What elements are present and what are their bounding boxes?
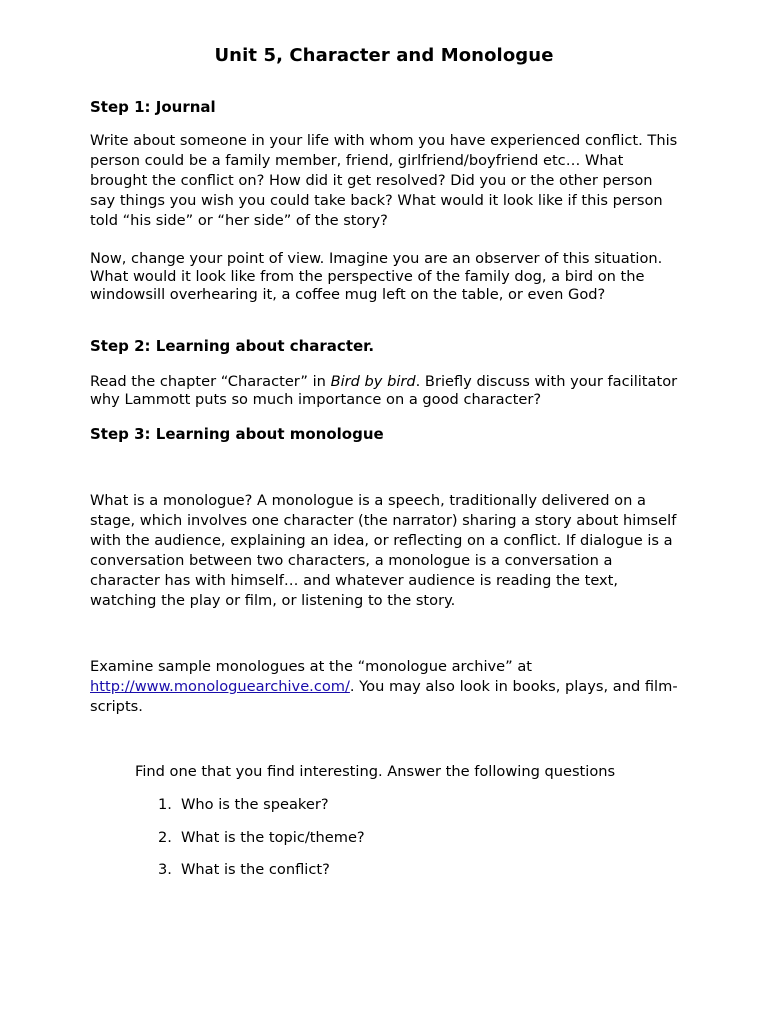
question-item [158,796,329,813]
monologue-definition: What is a monologue? A monologue is a speech, traditionally delivered on a stage, which involves one character (the narrator) sharing a story about himself with the audience, explaining an idea, or reflecting on a conflict. If dialogue is a conversation between two characters, a monologue is a conversation a character has with himself… and whatever audience is reading the text, watching the play or film, or listening to the story. [90,492,677,609]
question-number: 2. [158,829,172,846]
monologue-archive-link[interactable]: http://www.monologuearchive.com/ [90,678,350,695]
monologue-archive-paragraph [90,657,682,717]
questions-instruction: Find one that you find interesting. Answer the following questions [135,763,616,780]
question-number: 3. [158,861,172,878]
question-text: What is the topic/theme? [181,829,365,846]
book-title: Bird by bird [330,373,416,390]
question-text: Who is the speaker? [181,796,329,813]
archive-text-after: . You may also look in books, plays, and film-scripts. [90,678,678,715]
archive-text-before: Examine sample monologues at the “monologue archive” at [90,658,532,675]
step1-journal-prompt: Write about someone in your life with whom you have experienced conflict. This person could be a family member, friend, girlfriend/boyfriend etc… What brought the conflict on? How did it get resolved? Did you or the other person say things you wish you could take back? What would it look like if this person told “his side” or “her side” of the story? [90,132,678,229]
step1-heading: Step 1: Journal [90,98,216,116]
question-item [158,829,365,846]
step1-point-of-view-prompt: Now, change your point of view. Imagine you are an observer of this situation. What would it look like from the perspective of the family dog, a bird on the windowsill overhearing it, a coffee mug left on the table, or even God? [90,250,663,303]
question-text: What is the conflict? [181,861,330,878]
step3-heading: Step 3: Learning about monologue [90,425,384,443]
question-number: 1. [158,796,172,813]
question-item [158,861,330,878]
page-title: Unit 5, Character and Monologue [214,45,554,66]
step2-paragraph [90,373,682,409]
step2-text-before: Read the chapter “Character” in [90,373,331,390]
step2-text-after: . Briefly discuss with your facilitator why Lammott puts so much importance on a good character? [90,373,678,408]
step2-heading: Step 2: Learning about character. [90,337,375,355]
